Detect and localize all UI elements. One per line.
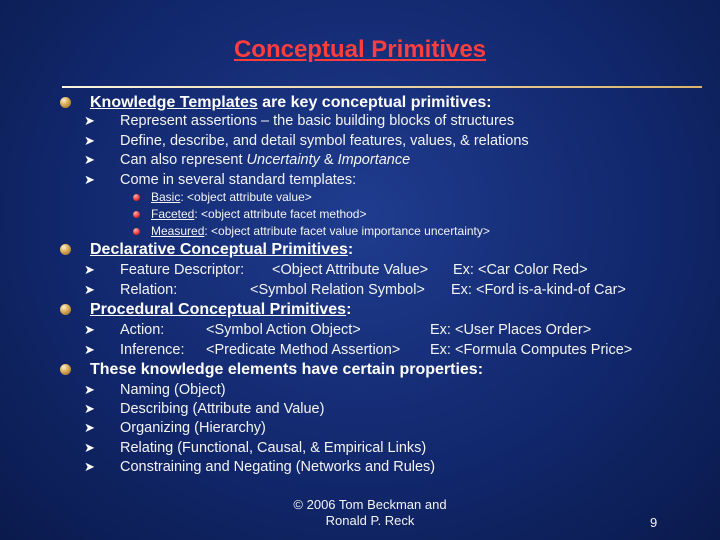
property-text: Relating (Functional, Causal, & Empirical Links) [120, 440, 427, 456]
primitive-form: <Predicate Method Assertion> [206, 342, 401, 358]
procedural-heading-text: Procedural Conceptual Primitives [90, 301, 347, 318]
arrow-bullet-icon: ➤ [84, 113, 95, 128]
primitive-example: Ex: <User Places Order> [430, 322, 592, 338]
primitive-example: Ex: <Ford is-a-kind-of Car> [451, 282, 626, 298]
property-text: Constraining and Negating (Networks and Rules) [120, 459, 436, 475]
template-label: Faceted [151, 207, 195, 221]
knowledge-item-text: Can also represent [120, 152, 247, 168]
template-text: : <object attribute facet value importance uncertainty> [204, 224, 490, 238]
template-text: : <object attribute value> [180, 190, 312, 204]
uncertainty-term: Uncertainty [246, 152, 320, 168]
arrow-bullet-icon: ➤ [84, 342, 95, 357]
bullet-ball-icon [60, 244, 71, 255]
arrow-bullet-icon: ➤ [84, 262, 95, 277]
title-divider [62, 86, 702, 88]
knowledge-heading-rest: are key conceptual primitives: [257, 94, 492, 111]
arrow-bullet-icon: ➤ [84, 420, 95, 435]
bullet-ball-icon [60, 304, 71, 315]
arrow-bullet-icon: ➤ [84, 459, 95, 474]
arrow-bullet-icon: ➤ [84, 401, 95, 416]
knowledge-templates-term: Knowledge Templates [90, 94, 258, 111]
declarative-heading-text: Declarative Conceptual Primitives [90, 241, 348, 258]
arrow-bullet-icon: ➤ [84, 133, 95, 148]
slide-title: Conceptual Primitives [233, 36, 487, 63]
arrow-bullet-icon: ➤ [84, 152, 95, 167]
page-number: 9 [650, 515, 658, 530]
primitive-label: Feature Descriptor: [120, 262, 245, 278]
template-label: Measured [151, 224, 205, 238]
arrow-bullet-icon: ➤ [84, 440, 95, 455]
red-dot-icon [133, 228, 140, 235]
arrow-bullet-icon: ➤ [84, 172, 95, 187]
footer-line: © 2006 Tom Beckman and [293, 497, 447, 512]
bullet-ball-icon [60, 97, 71, 108]
primitive-example: Ex: <Formula Computes Price> [430, 342, 633, 358]
template-text: : <object attribute facet method> [194, 207, 367, 221]
red-dot-icon [133, 211, 140, 218]
arrow-bullet-icon: ➤ [84, 322, 95, 337]
primitive-form: <Object Attribute Value> [272, 262, 429, 278]
template-label: Basic [151, 190, 181, 204]
importance-term: Importance [337, 152, 411, 168]
primitive-example: Ex: <Car Color Red> [453, 262, 588, 278]
property-text: Describing (Attribute and Value) [120, 401, 325, 417]
properties-heading-text: These knowledge elements have certain properties: [90, 361, 484, 378]
knowledge-item-text: Come in several standard templates: [120, 172, 357, 188]
primitive-form: <Symbol Relation Symbol> [250, 282, 425, 298]
knowledge-item-text: Represent assertions – the basic building blocks of structures [120, 113, 515, 129]
primitive-form: <Symbol Action Object> [206, 322, 361, 338]
knowledge-item-text: Define, describe, and detail symbol features, values, & relations [120, 133, 529, 149]
property-text: Organizing (Hierarchy) [120, 420, 266, 436]
footer-line: Ronald P. Reck [325, 513, 415, 528]
knowledge-item-joiner: & [319, 152, 338, 168]
bullet-ball-icon [60, 364, 71, 375]
footer-copyright [260, 497, 480, 529]
arrow-bullet-icon: ➤ [84, 282, 95, 297]
declarative-heading-colon: : [347, 241, 354, 258]
property-text: Naming (Object) [120, 382, 226, 398]
primitive-label: Action: [120, 322, 165, 338]
arrow-bullet-icon: ➤ [84, 382, 95, 397]
procedural-heading-colon: : [346, 301, 352, 318]
primitive-label: Inference: [120, 342, 185, 358]
red-dot-icon [133, 194, 140, 201]
primitive-label: Relation: [120, 282, 178, 298]
